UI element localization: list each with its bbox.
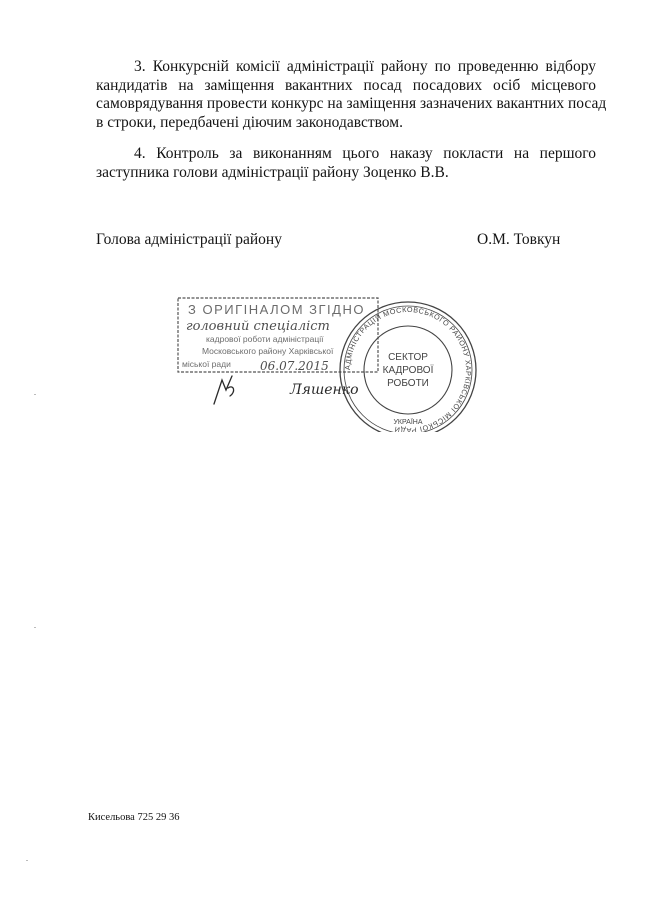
paragraph-3-line-2: кандидатів на заміщення вакантних посад посадових осіб місцевого (96, 76, 596, 94)
signature-title: Голова адміністрації району (96, 231, 282, 248)
svg-text:Ляшенко: Ляшенко (290, 382, 359, 398)
paragraph-3-line-1: 3. Конкурсній комісії адміністрації району по проведенню відбору (134, 58, 596, 75)
svg-text:Московського району Харківсько: Московського району Харківської (202, 346, 334, 356)
paragraph-3-line-3: самоврядування провести конкурс на заміщення зазначених вакантних посад (96, 95, 607, 112)
signature-name: О.М. Товкун (477, 231, 561, 248)
svg-text:СЕКТОР: СЕКТОР (388, 352, 428, 363)
svg-text:АДМІНІСТРАЦІЯ МОСКОВСЬКОГО РАЙ: АДМІНІСТРАЦІЯ МОСКОВСЬКОГО РАЙОНУ ХАРКІВСЬКОЇ МІСЬКОЇ РАДИ (342, 304, 474, 432)
certification-stamp (172, 292, 482, 437)
svg-text:кадрової роботи адміністрації: кадрової роботи адміністрації (206, 334, 324, 344)
paragraph-3-line-4: в строки, передбачені діючим законодавством. (96, 113, 403, 131)
paragraph-4-line-2: заступника голови адміністрації району Зоценко В.В. (96, 163, 449, 181)
paragraph-4-line-1: 4. Контроль за виконанням цього наказу покласти на першого (134, 145, 596, 162)
svg-text:РОБОТИ: РОБОТИ (387, 378, 429, 389)
footer-contact: Кисельова 725 29 36 (88, 812, 180, 823)
svg-text:З ОРИГІНАЛОМ ЗГІДНО: З ОРИГІНАЛОМ ЗГІДНО (188, 302, 365, 317)
svg-text:міської ради: міської ради (182, 359, 231, 369)
paragraph-4 (96, 145, 596, 182)
svg-text:головний спеціаліст: головний спеціаліст (186, 319, 330, 334)
scan-speck (26, 860, 28, 861)
svg-text:КАДРОВОЇ: КАДРОВОЇ (382, 365, 434, 376)
svg-text:06.07.2015: 06.07.2015 (260, 359, 329, 373)
scan-speck (34, 394, 36, 395)
scan-speck (34, 627, 36, 628)
round-seal (340, 302, 476, 432)
handwritten-signature (214, 376, 359, 404)
paragraph-3 (96, 58, 607, 132)
svg-text:УКРАЇНА: УКРАЇНА (393, 419, 423, 426)
